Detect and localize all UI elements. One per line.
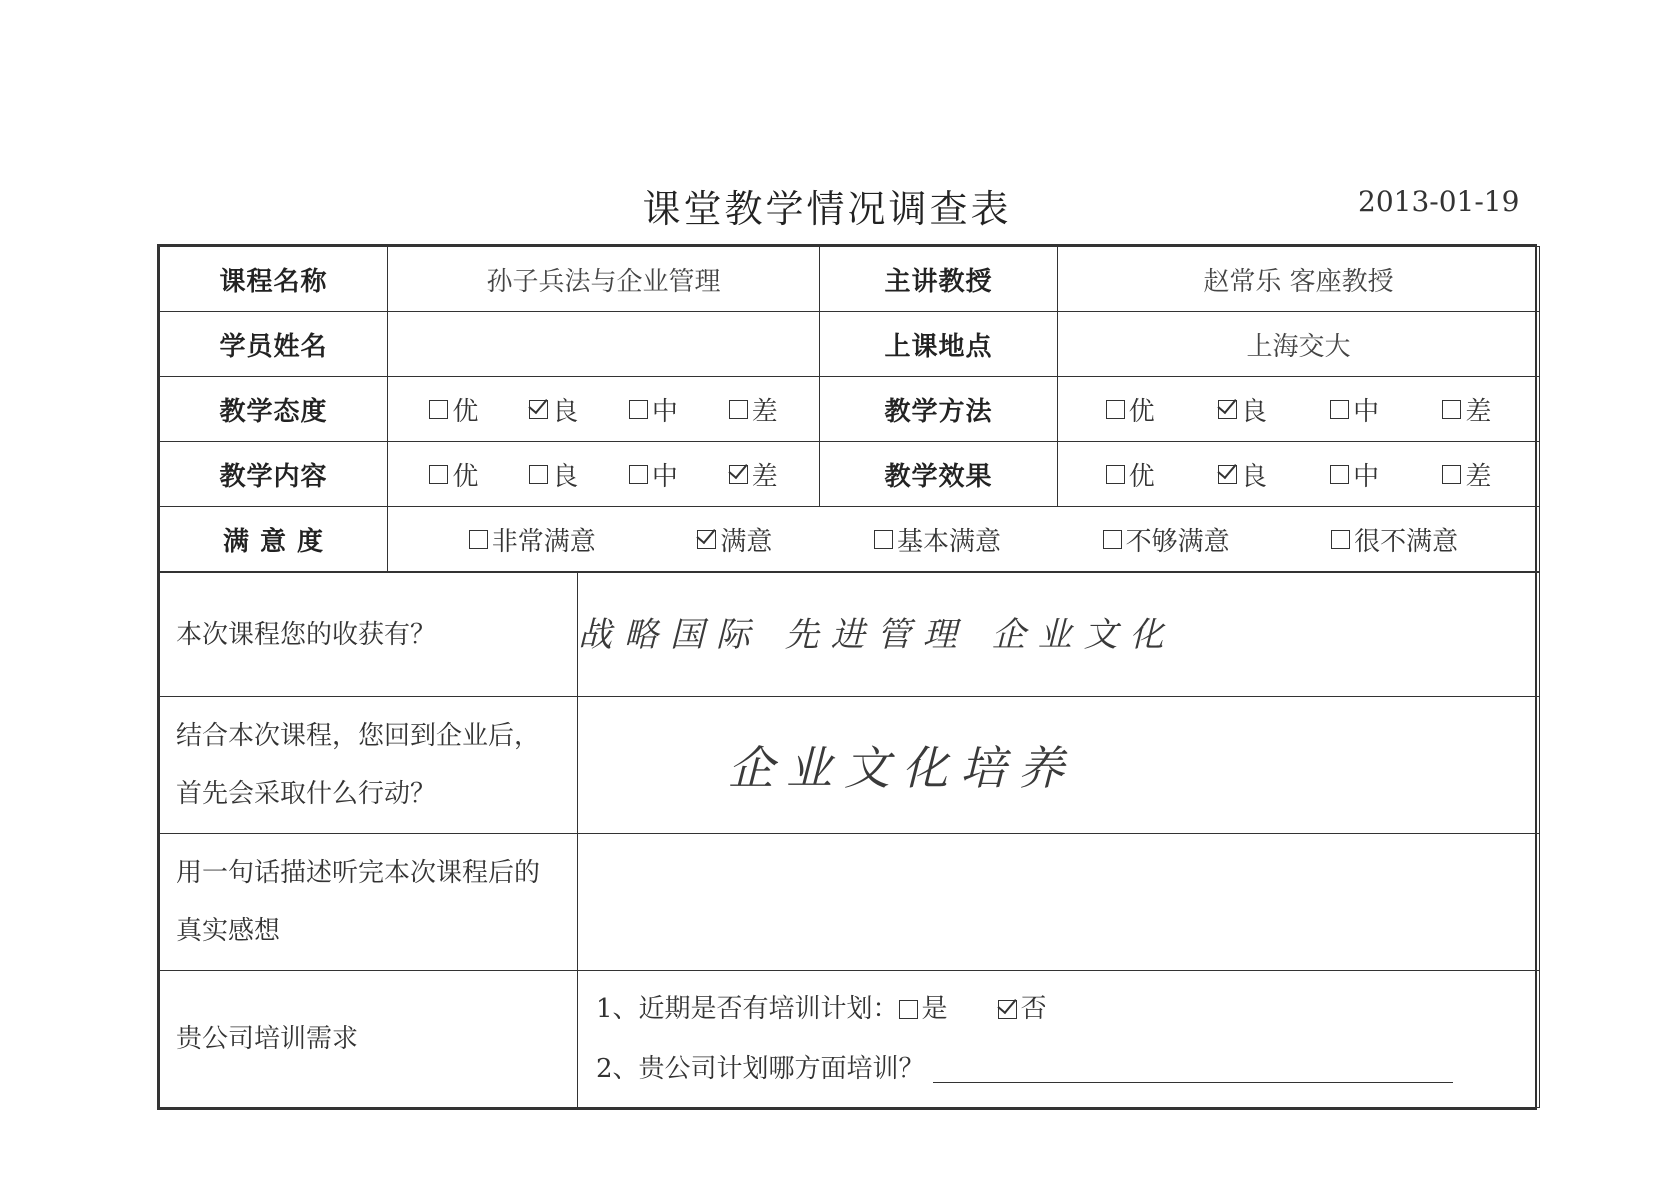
option-poor[interactable] (729, 391, 778, 428)
student-row (160, 312, 1540, 377)
option-excellent[interactable] (429, 391, 478, 428)
rating-label-effect: 教学效果 (820, 442, 1058, 507)
need-line-1 (596, 979, 1521, 1039)
option-label: 优 (452, 461, 479, 492)
rating-options-method (1058, 377, 1540, 442)
option-label: 优 (1128, 396, 1155, 427)
answer-2[interactable]: 企业文化培养 (578, 697, 1540, 834)
checkbox-icon[interactable] (874, 530, 893, 549)
option-label: 良 (1240, 461, 1267, 492)
questions-table (159, 572, 1540, 1108)
course-value: 孙子兵法与企业管理 (388, 247, 820, 312)
option-label: 中 (1353, 396, 1380, 427)
checkbox-checked-icon[interactable] (998, 1000, 1017, 1019)
checkbox-icon[interactable] (1106, 400, 1125, 419)
option-label: 优 (1128, 461, 1155, 492)
checkbox-icon[interactable] (629, 400, 648, 419)
checkbox-checked-icon[interactable] (1218, 465, 1237, 484)
checkbox-icon[interactable] (429, 400, 448, 419)
question-4: 贵公司培训需求 (160, 971, 578, 1108)
question-row-3 (160, 834, 1540, 971)
option-label: 良 (1240, 396, 1267, 427)
option-good[interactable] (529, 456, 578, 493)
checkbox-icon[interactable] (899, 1000, 918, 1019)
option-very-satisfied[interactable] (469, 521, 596, 558)
location-label: 上课地点 (820, 312, 1058, 377)
checkbox-icon[interactable] (1442, 400, 1461, 419)
option-label: 很不满意 (1354, 526, 1459, 557)
rating-row-attitude (160, 377, 1540, 442)
rating-label-content: 教学内容 (160, 442, 388, 507)
option-good[interactable] (529, 391, 578, 428)
survey-form (157, 244, 1537, 1110)
option-label: 满意 (720, 526, 773, 557)
satisfaction-row (160, 507, 1540, 572)
checkbox-icon[interactable] (529, 465, 548, 484)
option-poor[interactable] (1442, 456, 1491, 493)
checkbox-icon[interactable] (1330, 465, 1349, 484)
option-label: 不够满意 (1125, 526, 1230, 557)
form-title: 课堂教学情况调查表 (642, 187, 1012, 231)
checkbox-icon[interactable] (469, 530, 488, 549)
training-needs (578, 971, 1540, 1108)
option-good[interactable] (1218, 391, 1267, 428)
checkbox-checked-icon[interactable] (729, 465, 748, 484)
checkbox-icon[interactable] (1103, 530, 1122, 549)
question-row-4 (160, 971, 1540, 1108)
option-label: 是 (921, 994, 948, 1024)
option-label: 中 (651, 461, 678, 492)
option-not-satisfied[interactable] (1103, 521, 1230, 558)
option-poor[interactable] (1442, 391, 1491, 428)
option-label: 良 (552, 396, 579, 427)
student-value-field[interactable] (388, 312, 820, 377)
question-3: 用一句话描述听完本次课程后的真实感想 (160, 834, 578, 971)
option-label: 优 (452, 396, 479, 427)
option-label: 非常满意 (491, 526, 596, 557)
option-medium[interactable] (629, 456, 678, 493)
option-label: 中 (1353, 461, 1380, 492)
question-row-1 (160, 573, 1540, 697)
option-satisfied[interactable] (697, 521, 772, 558)
lecturer-value: 赵常乐 客座教授 (1058, 247, 1540, 312)
checkbox-icon[interactable] (1106, 465, 1125, 484)
option-label: 基本满意 (896, 526, 1001, 557)
option-label: 差 (1465, 461, 1492, 492)
option-label: 差 (1465, 396, 1492, 427)
checkbox-icon[interactable] (729, 400, 748, 419)
answer-3[interactable] (578, 834, 1540, 971)
option-poor[interactable] (729, 456, 778, 493)
option-excellent[interactable] (1106, 391, 1155, 428)
option-basically-satisfied[interactable] (874, 521, 1001, 558)
checkbox-icon[interactable] (629, 465, 648, 484)
lecturer-label: 主讲教授 (820, 247, 1058, 312)
question-row-2 (160, 697, 1540, 834)
satisfaction-label: 满 意 度 (160, 507, 388, 572)
option-excellent[interactable] (1106, 456, 1155, 493)
student-label: 学员姓名 (160, 312, 388, 377)
option-good[interactable] (1218, 456, 1267, 493)
question-2: 结合本次课程，您回到企业后，首先会采取什么行动？ (160, 697, 578, 834)
option-label: 差 (751, 396, 778, 427)
option-medium[interactable] (1330, 456, 1379, 493)
option-label: 良 (552, 461, 579, 492)
rating-options-effect (1058, 442, 1540, 507)
rating-options-attitude (388, 377, 820, 442)
option-label: 中 (651, 396, 678, 427)
need-2-blank[interactable] (933, 1056, 1453, 1083)
option-excellent[interactable] (429, 456, 478, 493)
course-label: 课程名称 (160, 247, 388, 312)
option-label: 差 (751, 461, 778, 492)
checkbox-icon[interactable] (1331, 530, 1350, 549)
info-table (159, 246, 1540, 572)
location-value: 上海交大 (1058, 312, 1540, 377)
rating-row-content (160, 442, 1540, 507)
need-2-text: 2、贵公司计划哪方面培训？ (596, 1054, 925, 1084)
checkbox-icon[interactable] (1330, 400, 1349, 419)
checkbox-checked-icon[interactable] (529, 400, 548, 419)
rating-options-content (388, 442, 820, 507)
checkbox-icon[interactable] (429, 465, 448, 484)
form-date: 2013-01-19 (1358, 185, 1520, 218)
rating-label-attitude: 教学态度 (160, 377, 388, 442)
option-label: 否 (1020, 994, 1047, 1024)
satisfaction-options (388, 507, 1540, 572)
checkbox-checked-icon[interactable] (1218, 400, 1237, 419)
checkbox-checked-icon[interactable] (697, 530, 716, 549)
need-line-2 (596, 1039, 1521, 1099)
course-row (160, 247, 1540, 312)
option-very-unsatisfied[interactable] (1331, 521, 1458, 558)
option-medium[interactable] (629, 391, 678, 428)
rating-label-method: 教学方法 (820, 377, 1058, 442)
question-1: 本次课程您的收获有？ (160, 573, 578, 697)
checkbox-icon[interactable] (1442, 465, 1461, 484)
need-1-text: 1、近期是否有培训计划： (596, 994, 899, 1024)
option-yes[interactable] (899, 979, 948, 1039)
option-medium[interactable] (1330, 391, 1379, 428)
answer-1[interactable]: 战略国际 先进管理 企业文化 (578, 573, 1540, 697)
option-no[interactable] (998, 979, 1047, 1039)
